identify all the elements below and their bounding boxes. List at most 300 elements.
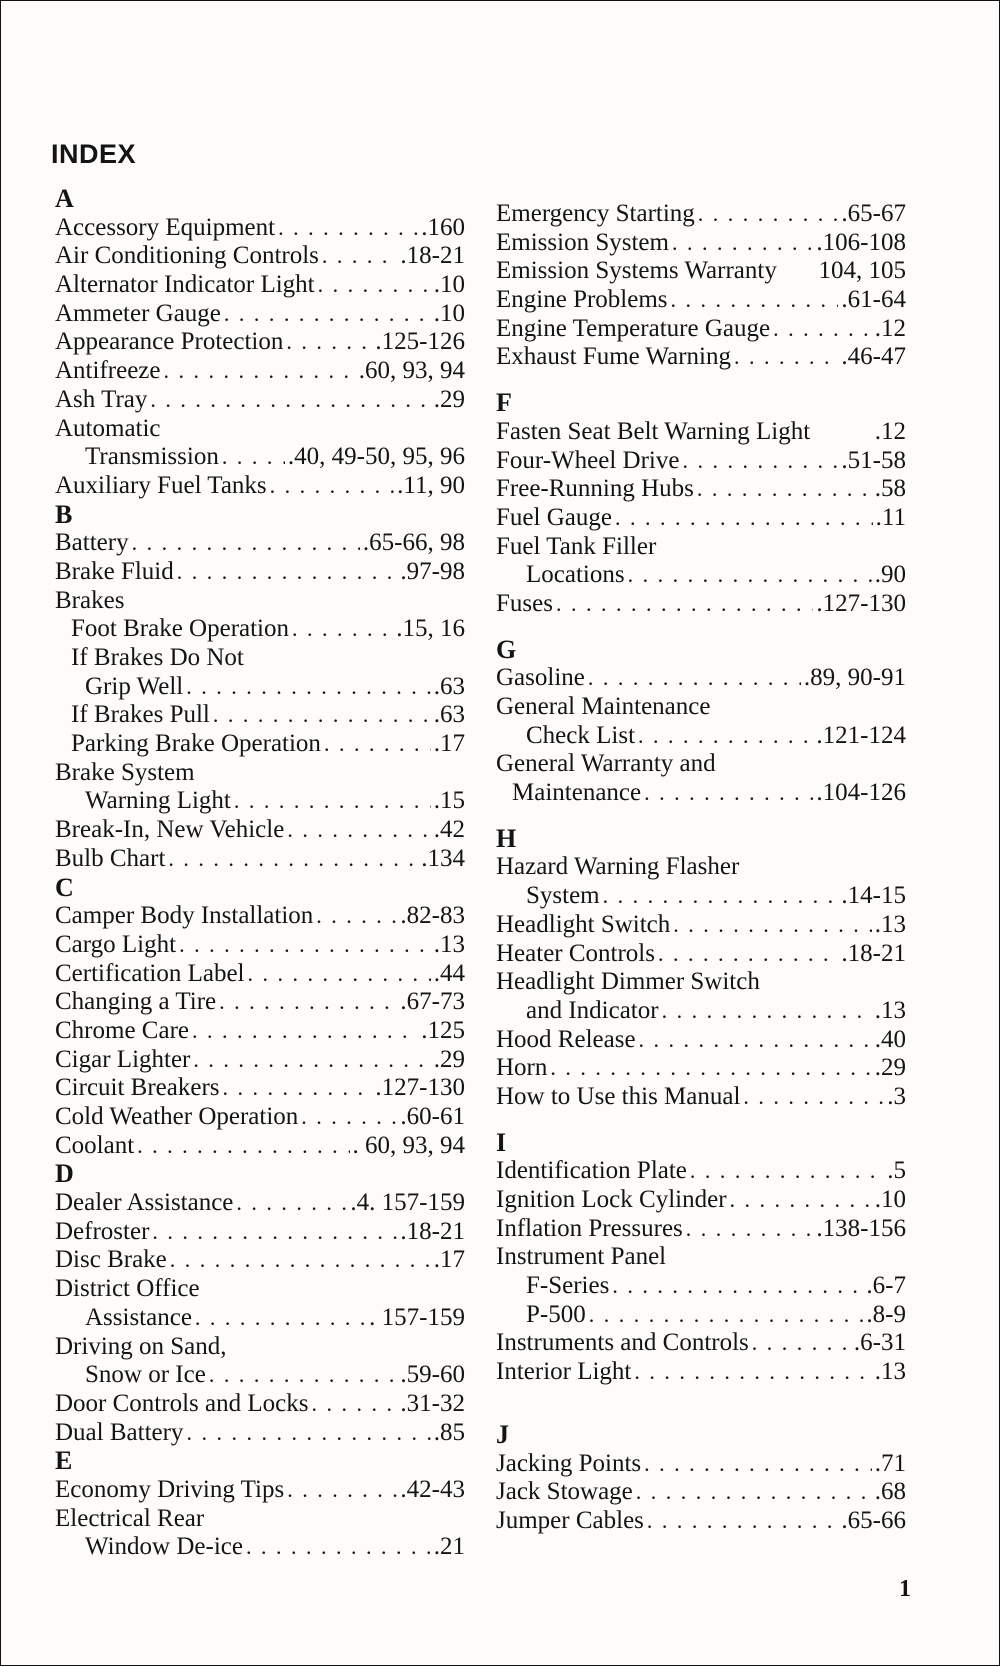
entry-pages: .29	[433, 1045, 465, 1073]
entry-pages: .127-130	[816, 589, 906, 617]
index-entry	[55, 357, 465, 386]
entry-name: Four-Wheel Drive	[496, 446, 680, 474]
index-entry	[55, 443, 465, 472]
entry-name: Cigar Lighter	[55, 1045, 191, 1073]
entry-name: Air Conditioning Controls	[55, 242, 319, 270]
entry-name: Antifreeze	[55, 357, 161, 385]
index-entry	[55, 816, 465, 845]
entry-name: Dual Battery	[55, 1418, 184, 1446]
entry-name: Chrome Care	[55, 1016, 189, 1044]
entry-pages: .11, 90	[397, 471, 465, 499]
entry-name: Hazard Warning Flasher	[496, 853, 740, 881]
index-entry	[496, 1358, 906, 1387]
entry-pages: .8-9	[866, 1300, 906, 1328]
dot-leader	[743, 1084, 884, 1110]
dot-leader	[550, 1055, 871, 1081]
entry-pages: .15, 16	[396, 615, 465, 643]
entry-name: Disc Brake	[55, 1246, 167, 1274]
entry-name: Jack Stowage	[496, 1478, 633, 1506]
index-entry	[496, 257, 906, 286]
section-letter: I	[496, 1127, 507, 1157]
index-entry	[496, 504, 906, 533]
dot-leader	[219, 989, 397, 1015]
entry-name: Appearance Protection	[55, 328, 284, 356]
entry-name: P-500	[526, 1300, 586, 1328]
entry-pages: .60-61	[400, 1103, 465, 1130]
dot-leader	[644, 780, 813, 806]
dot-leader	[730, 1187, 872, 1213]
entry-pages: .13	[874, 1358, 906, 1386]
entry-name: Warning Light	[85, 787, 231, 815]
dot-leader	[589, 1302, 864, 1328]
entry-pages: .134	[421, 844, 465, 872]
entry-name: Foot Brake Operation	[71, 615, 290, 643]
entry-name: Fuel Gauge	[496, 503, 612, 531]
entry-pages: .127-130	[375, 1074, 465, 1102]
dot-leader	[662, 998, 872, 1024]
entry-pages: .46-47	[841, 343, 906, 371]
dot-leader	[179, 932, 431, 958]
entry-pages: .3	[887, 1082, 906, 1110]
dot-leader	[270, 473, 395, 499]
entry-pages: .13	[874, 996, 906, 1024]
entry-pages: .40, 49-50, 95, 96	[287, 443, 465, 471]
index-entry	[55, 1419, 465, 1448]
entry-name: Grip Well	[85, 672, 184, 700]
entry-name: How to Use this Manual	[496, 1082, 741, 1110]
index-entry	[55, 415, 465, 444]
entry-pages: .42-43	[400, 1475, 465, 1503]
index-entry	[496, 664, 906, 693]
entry-pages: .85	[433, 1418, 465, 1446]
dot-leader	[209, 1362, 398, 1388]
dot-leader	[248, 961, 431, 987]
dot-leader	[193, 1047, 430, 1073]
entry-pages: .21	[433, 1533, 465, 1561]
entry-pages: .13	[433, 930, 465, 958]
entry-name: System	[526, 882, 600, 910]
index-entry	[55, 386, 465, 415]
dot-leader	[318, 272, 431, 298]
index-entry	[496, 997, 906, 1026]
entry-name: Jumper Cables	[496, 1506, 644, 1534]
entry-pages: .40	[874, 1025, 906, 1053]
page-title: INDEX	[51, 139, 137, 169]
index-entry	[496, 447, 906, 476]
index-entry	[496, 1186, 906, 1215]
entry-name: Snow or Ice	[85, 1361, 206, 1389]
entry-pages: . 157-159	[369, 1303, 465, 1331]
entry-name: Instruments and Controls	[496, 1329, 749, 1357]
entry-name: Transmission	[85, 443, 219, 471]
entry-name: Engine Problems	[496, 286, 668, 314]
index-entry	[55, 1476, 465, 1505]
entry-name: Engine Temperature Gauge	[496, 314, 771, 342]
entry-name: General Warranty and	[496, 750, 716, 778]
entry-pages: .58	[874, 475, 906, 503]
index-entry	[55, 902, 465, 931]
entry-name: Economy Driving Tips	[55, 1475, 285, 1503]
entry-name: Ash Tray	[55, 385, 148, 413]
index-entry	[55, 271, 465, 300]
entry-name: Auxiliary Fuel Tanks	[55, 471, 267, 499]
dot-leader	[150, 387, 430, 413]
dot-leader	[311, 1391, 397, 1417]
index-column-right	[496, 200, 906, 1536]
entry-name: and Indicator	[526, 996, 659, 1024]
entry-pages: .61-64	[841, 286, 906, 314]
entry-name: Hood Release	[496, 1025, 636, 1053]
index-entry	[55, 1074, 465, 1103]
entry-name: If Brakes Do Not	[71, 644, 244, 671]
entry-name: Instrument Panel	[496, 1243, 667, 1271]
index-entry	[55, 300, 465, 329]
dot-leader	[287, 1477, 397, 1503]
index-entry	[496, 1157, 906, 1186]
entry-pages: .90	[874, 561, 906, 589]
section-letter: C	[55, 872, 74, 902]
index-entry	[55, 1304, 465, 1333]
index-entry	[496, 1507, 906, 1536]
index-entry	[496, 533, 906, 562]
entry-pages: .138-156	[816, 1214, 906, 1242]
dot-leader	[698, 201, 839, 227]
entry-pages: .51-58	[841, 446, 906, 474]
section-gap	[496, 372, 906, 389]
page-number: 1	[899, 1576, 911, 1602]
entry-name: General Maintenance	[496, 693, 711, 720]
entry-pages: .14-15	[841, 882, 906, 910]
index-entry	[496, 1243, 906, 1272]
entry-pages: .121-124	[816, 721, 906, 749]
index-entry	[496, 1301, 906, 1330]
entry-name: If Brakes Pull	[71, 701, 210, 729]
entry-name: Break-In, New Vehicle	[55, 816, 285, 844]
index-entry	[55, 673, 465, 702]
entry-name: Cold Weather Operation	[55, 1103, 299, 1130]
entry-name: Ammeter Gauge	[55, 299, 221, 327]
index-entry	[496, 1083, 906, 1112]
entry-pages: .31-32	[400, 1389, 465, 1417]
entry-name: Emission System	[496, 228, 669, 256]
entry-name: Exhaust Fume Warning	[496, 343, 731, 371]
dot-leader	[186, 1420, 430, 1446]
entry-name: Inflation Pressures	[496, 1214, 683, 1242]
entry-pages: .63	[433, 701, 465, 729]
section-letter: E	[55, 1446, 73, 1476]
index-entry	[496, 1272, 906, 1301]
entry-name: Locations	[526, 561, 625, 589]
dot-leader	[697, 476, 872, 502]
index-entry	[496, 853, 906, 882]
entry-name: Bulb Chart	[55, 844, 166, 872]
entry-pages: .17	[433, 730, 465, 758]
dot-leader	[638, 723, 813, 749]
index-entry	[55, 1189, 465, 1218]
entry-name: Assistance	[85, 1303, 192, 1331]
entry-pages: .97-98	[400, 557, 465, 585]
section-letter: J	[496, 1419, 509, 1449]
entry-pages: .59-60	[400, 1361, 465, 1389]
entry-name: Brake System	[55, 758, 195, 786]
index-column-left	[55, 185, 465, 1562]
index-entry	[55, 730, 465, 759]
index-entry	[55, 242, 465, 271]
index-entry	[55, 472, 465, 501]
dot-leader	[177, 559, 398, 585]
dot-leader	[658, 941, 838, 967]
entry-pages: .65-66, 98	[362, 529, 465, 557]
index-entry	[55, 988, 465, 1017]
entry-name: Fuel Tank Filler	[496, 532, 657, 560]
index-entry	[496, 940, 906, 969]
index-entry	[55, 1103, 465, 1132]
dot-leader	[286, 329, 372, 355]
entry-pages: .18-21	[400, 1217, 465, 1245]
index-entry	[55, 787, 465, 816]
entry-name: Changing a Tire	[55, 988, 217, 1016]
dot-leader	[224, 301, 431, 327]
entry-pages: .82-83	[400, 902, 465, 930]
index-entry	[496, 229, 906, 258]
index-entry	[55, 1275, 465, 1304]
entry-pages: .6-31	[853, 1329, 906, 1357]
entry-name: Free-Running Hubs	[496, 475, 694, 503]
index-entry	[55, 1390, 465, 1419]
entry-name: Ignition Lock Cylinder	[496, 1186, 727, 1213]
entry-pages: .29	[874, 1054, 906, 1082]
dot-leader	[612, 1273, 863, 1299]
dot-leader	[234, 788, 431, 814]
dot-leader	[223, 1075, 373, 1101]
section-letter: A	[55, 184, 74, 213]
section-letter: F	[496, 388, 512, 418]
dot-leader	[222, 444, 285, 470]
dot-leader	[163, 358, 355, 384]
entry-name: District Office	[55, 1275, 200, 1303]
dot-leader	[195, 1305, 366, 1331]
index-entry	[496, 750, 906, 779]
dot-leader	[301, 1104, 397, 1130]
entry-name: Battery	[55, 529, 129, 557]
entry-pages: .89, 90-91	[803, 664, 906, 692]
entry-pages: .5	[887, 1157, 906, 1185]
index-entry	[496, 722, 906, 751]
entry-name: F-Series	[526, 1272, 610, 1300]
entry-pages: .42	[433, 816, 465, 844]
section-letter: B	[55, 499, 73, 529]
dot-leader	[686, 1216, 814, 1242]
entry-name: Window De-ice	[85, 1533, 243, 1561]
dot-leader	[324, 731, 431, 757]
section-letter: G	[496, 634, 517, 664]
entry-pages: .63	[433, 672, 465, 700]
section-gap	[496, 1387, 906, 1404]
index-entry	[55, 214, 465, 243]
entry-name: Emission Systems Warranty	[496, 257, 777, 285]
entry-name: Circuit Breakers	[55, 1074, 220, 1102]
dot-leader	[186, 674, 431, 700]
entry-name: Driving on Sand,	[55, 1332, 227, 1360]
index-entry	[55, 1533, 465, 1562]
entry-name: Jacking Points	[496, 1449, 642, 1477]
entry-name: Automatic	[55, 414, 161, 442]
index-entry	[496, 561, 906, 590]
index-entry	[496, 1329, 906, 1358]
dot-leader	[673, 912, 871, 938]
entry-pages: .4. 157-159	[350, 1189, 465, 1217]
dot-leader	[603, 883, 839, 909]
section-letter: D	[55, 1159, 74, 1189]
entry-pages: .15	[433, 787, 465, 815]
dot-leader	[636, 1479, 872, 1505]
entry-pages: .65-67	[841, 200, 906, 227]
entry-name: Dealer Assistance	[55, 1189, 234, 1217]
entry-pages: .65-66	[841, 1506, 906, 1534]
dot-leader	[752, 1330, 851, 1356]
entry-name: Horn	[496, 1054, 548, 1082]
dot-leader	[588, 665, 801, 691]
section-gap	[496, 1404, 906, 1421]
entry-name: Fasten Seat Belt Warning Light	[496, 417, 811, 445]
index-entry	[55, 1361, 465, 1390]
entry-pages: .12	[874, 417, 906, 445]
index-entry	[55, 558, 465, 587]
index-entry	[55, 701, 465, 730]
dot-leader	[628, 562, 872, 588]
dot-leader	[672, 230, 813, 256]
index-entry	[55, 845, 465, 874]
dot-leader	[287, 817, 430, 843]
entry-pages: .18-21	[400, 242, 465, 270]
index-entry	[55, 615, 465, 644]
index-entry	[55, 1246, 465, 1275]
dot-leader	[639, 1027, 872, 1053]
dot-leader	[644, 1451, 872, 1477]
index-entry	[496, 968, 906, 997]
dot-leader	[213, 702, 431, 728]
index-entry	[55, 1218, 465, 1247]
entry-name: Brakes	[55, 586, 125, 614]
section-gap	[496, 1112, 906, 1129]
dot-leader	[556, 591, 813, 617]
entry-pages: .106-108	[816, 228, 906, 256]
entry-pages: .10	[874, 1186, 906, 1213]
entry-pages: .125	[421, 1016, 465, 1044]
index-entry	[496, 882, 906, 911]
entry-name: Interior Light	[496, 1358, 632, 1386]
index-entry	[496, 475, 906, 504]
entry-pages: .10	[433, 271, 465, 299]
entry-name: Alternator Indicator Light	[55, 271, 315, 299]
index-entry	[496, 1450, 906, 1479]
entry-pages: .29	[433, 385, 465, 413]
index-entry	[55, 1046, 465, 1075]
entry-pages: .11	[875, 503, 906, 531]
section-gap	[496, 808, 906, 825]
dot-leader	[322, 243, 398, 269]
dot-leader	[137, 1133, 349, 1159]
index-entry	[55, 1132, 465, 1161]
dot-leader	[734, 344, 838, 370]
entry-name: Brake Fluid	[55, 557, 174, 585]
entry-name: Cargo Light	[55, 930, 177, 958]
entry-name: Accessory Equipment	[55, 213, 276, 241]
entry-pages: . 60, 93, 94	[352, 1131, 465, 1159]
index-entry	[496, 418, 906, 447]
entry-pages: 104, 105	[818, 257, 906, 285]
dot-leader	[152, 1219, 397, 1245]
entry-name: Door Controls and Locks	[55, 1389, 309, 1417]
entry-pages: .44	[433, 959, 465, 987]
index-entry	[55, 960, 465, 989]
entry-pages: .17	[433, 1246, 465, 1274]
index-entry	[55, 1017, 465, 1046]
dot-leader	[773, 316, 872, 342]
index-entry	[496, 200, 906, 229]
entry-name: Emergency Starting	[496, 200, 695, 227]
entry-name: Gasoline	[496, 664, 585, 692]
entry-name: Identification Plate	[496, 1157, 687, 1185]
entry-name: Fuses	[496, 589, 553, 617]
entry-pages: .104-126	[816, 779, 906, 807]
dot-leader	[647, 1508, 839, 1534]
index-entry	[55, 1505, 465, 1534]
entry-name: Coolant	[55, 1131, 135, 1159]
index-entry	[496, 315, 906, 344]
index-entry	[55, 529, 465, 558]
entry-name: Headlight Switch	[496, 910, 671, 938]
dot-leader	[132, 530, 360, 556]
index-entry	[496, 1026, 906, 1055]
index-entry	[496, 343, 906, 372]
dot-leader	[246, 1534, 431, 1560]
dot-leader	[236, 1190, 347, 1216]
entry-pages: .68	[874, 1478, 906, 1506]
entry-name: Maintenance	[512, 779, 642, 807]
index-entry	[496, 693, 906, 722]
dot-leader	[634, 1359, 871, 1385]
entry-pages: .160	[421, 213, 465, 241]
index-entry	[55, 931, 465, 960]
entry-pages: .60, 93, 94	[358, 357, 465, 385]
section-gap	[496, 619, 906, 636]
entry-pages: .71	[874, 1449, 906, 1477]
dot-leader	[615, 505, 873, 531]
entry-name: Electrical Rear	[55, 1504, 205, 1532]
entry-name: Parking Brake Operation	[71, 730, 321, 758]
index-entry	[55, 759, 465, 788]
dot-leader	[316, 903, 397, 929]
index-entry	[55, 328, 465, 357]
entry-pages: .12	[874, 314, 906, 342]
entry-name: Certification Label	[55, 959, 245, 987]
index-entry	[496, 779, 906, 808]
dot-leader	[671, 287, 839, 313]
dot-leader	[168, 846, 418, 872]
entry-name: Heater Controls	[496, 939, 655, 967]
entry-pages: .10	[433, 299, 465, 327]
entry-name: Camper Body Installation	[55, 902, 314, 930]
entry-pages: .6-7	[866, 1272, 906, 1300]
dot-leader	[690, 1158, 884, 1184]
dot-leader	[170, 1247, 431, 1273]
entry-pages: .67-73	[400, 988, 465, 1016]
dot-leader	[192, 1018, 418, 1044]
index-entry	[496, 911, 906, 940]
dot-leader	[682, 448, 838, 474]
entry-pages: .125-126	[375, 328, 465, 356]
